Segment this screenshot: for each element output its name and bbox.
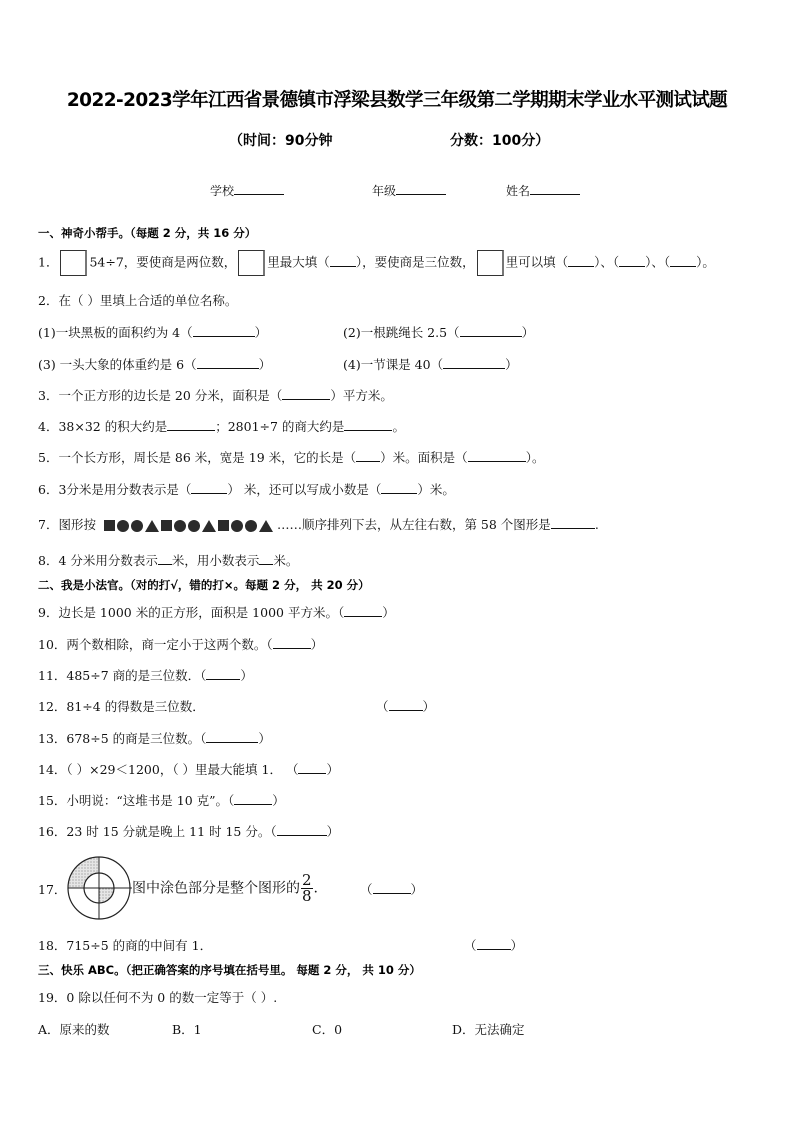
circle-icon: [131, 520, 143, 532]
answer-box[interactable]: [60, 250, 87, 276]
question-2: 2．在（ ）里填上合适的单位名称。: [38, 293, 238, 308]
triangle-icon: [259, 520, 273, 532]
circle-icon: [188, 520, 200, 532]
section-1-title: 一、神奇小帮手。（每题 2 分，共 16 分）: [38, 226, 257, 240]
question-13: 13．678÷5 的商是三位数。（ ）: [38, 731, 271, 746]
option-a[interactable]: A．原来的数: [38, 1022, 110, 1037]
name-field[interactable]: [506, 182, 580, 199]
question-18-answer: （ ）: [464, 938, 524, 953]
answer-blank[interactable]: [460, 324, 522, 337]
question-17: 图中涂色部分是整个图形的 $\frac{2}{8}$ .: [132, 871, 318, 905]
answer-blank[interactable]: [477, 937, 511, 950]
section-2-title: 二、我是小法官。（对的打√，错的打×。每题 2 分， 共 20 分）: [38, 578, 370, 592]
question-5: 5．一个长方形，周长是 86 米，宽是 19 米，它的长是（ ）米。面积是（ ）。: [38, 450, 545, 465]
grade-label: 年级: [372, 184, 397, 198]
question-10: 10．两个数相除，商一定小于这两个数。（ ）: [38, 637, 324, 652]
fraction: $\frac{2}{8}$: [302, 871, 312, 905]
question-8: 8．4 分米用分数表示 米，用小数表示 米。: [38, 553, 299, 568]
answer-blank[interactable]: [344, 418, 392, 431]
square-icon: [161, 520, 172, 531]
square-icon: [218, 520, 229, 531]
square-icon: [104, 520, 115, 531]
answer-blank[interactable]: [259, 552, 273, 565]
ring-figure-icon: [66, 855, 132, 921]
answer-box[interactable]: [238, 250, 265, 276]
question-9: 9．边长是 1000 米的正方形，面积是 1000 平方米。（ ）: [38, 605, 395, 620]
option-c[interactable]: C．0: [312, 1022, 343, 1037]
answer-blank[interactable]: [158, 552, 172, 565]
answer-blank[interactable]: [356, 449, 380, 462]
answer-blank[interactable]: [619, 254, 645, 267]
answer-blank[interactable]: [330, 254, 356, 267]
grade-field[interactable]: [372, 182, 446, 199]
question-18: 18．715÷5 的商的中间有 1．: [38, 938, 213, 953]
school-field[interactable]: [210, 182, 284, 199]
answer-blank[interactable]: [234, 792, 272, 805]
shape-sequence: [104, 520, 273, 532]
question-17-number: 17．: [38, 882, 67, 897]
section-3-title: 三、快乐 ABC。（把正确答案的序号填在括号里。 每题 2 分， 共 10 分）: [38, 963, 421, 977]
question-12: 12．81÷4 的得数是三位数．: [38, 699, 205, 714]
question-2-part-4: (4)一节课是 40（ ）: [343, 357, 518, 372]
answer-blank[interactable]: [389, 698, 423, 711]
question-16: 16．23 时 15 分就是晚上 11 时 15 分。（ ）: [38, 824, 340, 839]
option-d[interactable]: D．无法确定: [452, 1022, 525, 1037]
answer-blank[interactable]: [273, 636, 311, 649]
question-4: 4．38×32 的积大约是 ；2801÷7 的商大约是 。: [38, 419, 405, 434]
answer-blank[interactable]: [670, 254, 696, 267]
triangle-icon: [145, 520, 159, 532]
exam-score: 分数：100分）: [450, 133, 550, 149]
question-15: 15．小明说：“这堆书是 10 克”。（ ）: [38, 793, 285, 808]
name-label: 姓名: [506, 184, 531, 198]
answer-blank[interactable]: [373, 881, 411, 894]
circle-icon: [245, 520, 257, 532]
answer-blank[interactable]: [206, 730, 258, 743]
question-12-answer: （ ）: [376, 699, 436, 714]
answer-blank[interactable]: [193, 324, 255, 337]
answer-blank[interactable]: [277, 823, 327, 836]
answer-blank[interactable]: [381, 481, 417, 494]
answer-blank[interactable]: [443, 356, 505, 369]
question-7: 7．图形按 ……顺序排列下去，从左往右数，第 58 个图形是 .: [38, 517, 599, 532]
answer-blank[interactable]: [282, 387, 330, 400]
option-b[interactable]: B．1: [172, 1022, 202, 1037]
answer-blank[interactable]: [468, 449, 526, 462]
answer-box[interactable]: [477, 250, 504, 276]
answer-blank[interactable]: [298, 761, 326, 774]
triangle-icon: [202, 520, 216, 532]
question-2-part-2: (2)一根跳绳长 2.5（ ）: [343, 325, 535, 340]
school-label: 学校: [210, 184, 235, 198]
question-1: 1． 54÷7，要使商是两位数， 里最大填（ ），要使商是三位数， 里可以填（ ）、（ ）、（ ）。: [38, 250, 715, 276]
answer-blank[interactable]: [551, 516, 595, 529]
answer-blank[interactable]: [197, 356, 259, 369]
answer-blank[interactable]: [344, 604, 382, 617]
page-title: 2022-2023学年江西省景德镇市浮梁县数学三年级第二学期期末学业水平测试试题: [66, 90, 728, 111]
question-11: 11．485÷7 商的是三位数．（ ）: [38, 668, 253, 683]
answer-blank[interactable]: [206, 667, 240, 680]
answer-blank[interactable]: [167, 418, 215, 431]
question-17-answer: （ ）: [360, 882, 424, 897]
answer-blank[interactable]: [568, 254, 594, 267]
question-19: 19．0 除以任何不为 0 的数一定等于（ ）.: [38, 990, 278, 1005]
question-6: 6．3分米是用分数表示是（ ） 米，还可以写成小数是（ ）米。: [38, 482, 455, 497]
question-14: 14．（ ）×29＜1200，（ ）里最大能填 1． （ ）: [38, 762, 339, 777]
circle-icon: [231, 520, 243, 532]
circle-icon: [117, 520, 129, 532]
answer-blank[interactable]: [191, 481, 227, 494]
question-2-part-1: (1)一块黑板的面积约为 4（ ）: [38, 325, 268, 340]
question-3: 3．一个正方形的边长是 20 分米，面积是（ ）平方米。: [38, 388, 393, 403]
circle-icon: [174, 520, 186, 532]
question-2-part-3: (3) 一头大象的体重约是 6（ ）: [38, 357, 272, 372]
exam-time: （时间：90分钟: [229, 133, 333, 149]
